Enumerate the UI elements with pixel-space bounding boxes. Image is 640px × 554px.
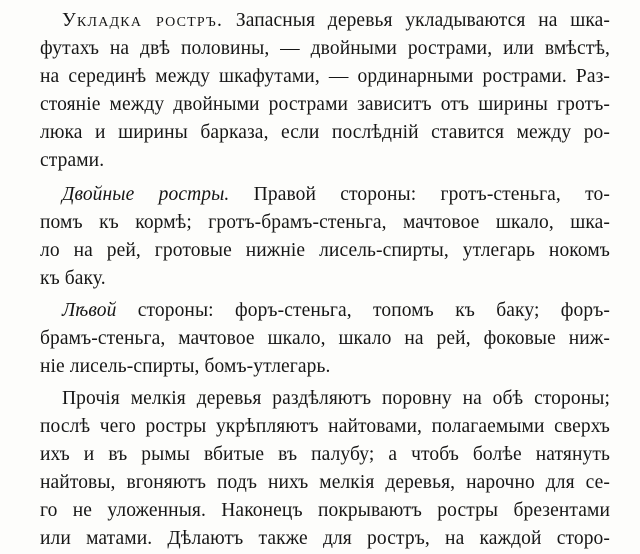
text-line <box>40 90 610 120</box>
run-in-heading: Лѣвой <box>62 300 117 321</box>
text-line <box>40 352 610 382</box>
line-text: ло на рей, гротовые нижніе лисель-спирты, утлегарь нокомъ <box>40 240 610 261</box>
text-line <box>40 324 610 354</box>
line-text: ихъ и въ рымы вбитые въ палубу; а чтобъ болѣе натянуть <box>40 444 610 465</box>
line-text: страми. <box>40 150 105 171</box>
line-text: Дѣлаютъ также для ростръ, на каждой сторо- <box>152 528 610 549</box>
run-in-heading: Укладка ростръ. <box>62 10 224 31</box>
line-text: или матами. <box>40 528 153 549</box>
text-line <box>40 468 610 498</box>
line-text: люка и ширины барказа, если послѣдній ставится между ро- <box>40 122 610 143</box>
line-text: помъ къ кормѣ; гротъ-брамъ-стеньга, мачтовое шкало, шка- <box>40 212 610 233</box>
line-text: Прочія мелкія деревья раздѣляютъ поровну на обѣ стороны; <box>62 388 610 409</box>
line-text: брамъ-стеньга, мачтовое шкало, шкало на рей, фоковые ниж- <box>40 328 610 349</box>
line-text: къ баку. <box>40 268 106 289</box>
text-line <box>62 6 610 36</box>
text-line <box>40 440 610 470</box>
text-line <box>40 264 610 294</box>
line-text: ніе лисель-спирты, бомъ-утлегарь. <box>40 356 331 377</box>
text-line <box>62 296 610 326</box>
line-text: Запасныя деревья укладываются на шка- <box>223 10 610 31</box>
text-line <box>40 496 610 526</box>
text-line <box>40 62 610 92</box>
line-text: послѣ чего ростры укрѣпляютъ найтовами, полагаемыми сверхъ <box>40 416 610 437</box>
text-line <box>40 208 610 238</box>
line-text: на серединѣ между шкафутами, — ординарными рострами. Раз- <box>40 66 610 87</box>
line-text: стороны: форъ-стеньга, топомъ къ баку; форъ- <box>116 300 610 321</box>
line-text: футахъ на двѣ половины, — двойными рострами, или вмѣстѣ, <box>40 38 610 59</box>
line-text: стояніе между двойными рострами зависитъ отъ ширины гротъ- <box>40 94 610 115</box>
line-text: найтовы, вгоняютъ подъ нихъ мелкія деревья, нарочно для се- <box>40 472 610 493</box>
text-line <box>40 34 610 64</box>
run-in-heading: Двойные ростры. <box>62 184 230 205</box>
text-line <box>40 412 610 442</box>
line-text: Правой стороны: гротъ-стеньга, то- <box>229 184 610 205</box>
text-line <box>40 236 610 266</box>
text-line <box>62 384 610 414</box>
line-text: го не уложенныя. Наконецъ покрываютъ ростры брезентами <box>40 500 610 521</box>
text-line <box>40 524 610 554</box>
text-line <box>62 180 610 210</box>
text-line <box>40 146 610 176</box>
text-line <box>40 118 610 148</box>
